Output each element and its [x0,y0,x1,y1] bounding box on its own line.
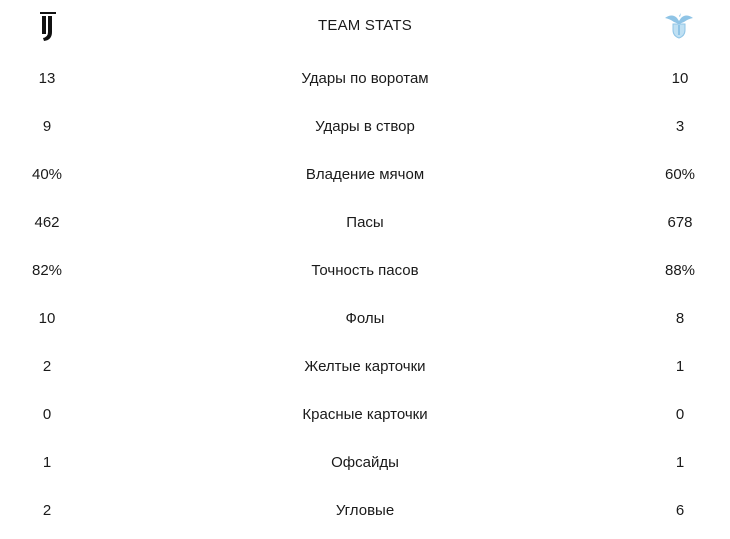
stat-label: Точность пасов [311,262,419,279]
stat-label: Офсайды [331,454,399,471]
stat-row-corners [0,487,730,535]
stat-row-fouls [0,295,730,343]
stat-row-red-cards [0,391,730,439]
home-value: 462 [34,214,60,231]
stat-label: Удары в створ [315,118,415,135]
stat-row-offsides [0,439,730,487]
stat-label: Красные карточки [302,406,428,423]
away-value: 3 [675,118,685,135]
stat-row-shots [0,55,730,103]
page-title: TEAM STATS [318,17,412,34]
stat-label: Фолы [345,310,385,327]
stat-label: Желтые карточки [304,358,426,375]
lazio-logo-icon [664,12,694,40]
home-value: 9 [42,118,52,135]
stat-row-passes [0,199,730,247]
stat-row-yellow-cards [0,343,730,391]
away-value: 1 [675,454,685,471]
away-value: 88% [664,262,696,279]
stat-label: Пасы [346,214,384,231]
home-value: 10 [38,310,56,327]
home-value: 13 [38,70,56,87]
away-value: 8 [675,310,685,327]
away-value: 10 [671,70,689,87]
stat-row-shots-on-target [0,103,730,151]
stat-row-pass-accuracy [0,247,730,295]
stats-header [0,0,730,52]
away-value: 678 [667,214,693,231]
away-value: 0 [675,406,685,423]
home-value: 1 [42,454,52,471]
home-value: 82% [31,262,63,279]
away-value: 1 [675,358,685,375]
stats-table [0,55,730,535]
away-value: 6 [675,502,685,519]
stat-label: Удары по воротам [301,70,429,87]
home-value: 40% [31,166,63,183]
stat-label: Угловые [335,502,395,519]
home-value: 2 [42,358,52,375]
home-value: 0 [42,406,52,423]
home-value: 2 [42,502,52,519]
away-value: 60% [664,166,696,183]
stat-row-possession [0,151,730,199]
stat-label: Владение мячом [305,166,425,183]
